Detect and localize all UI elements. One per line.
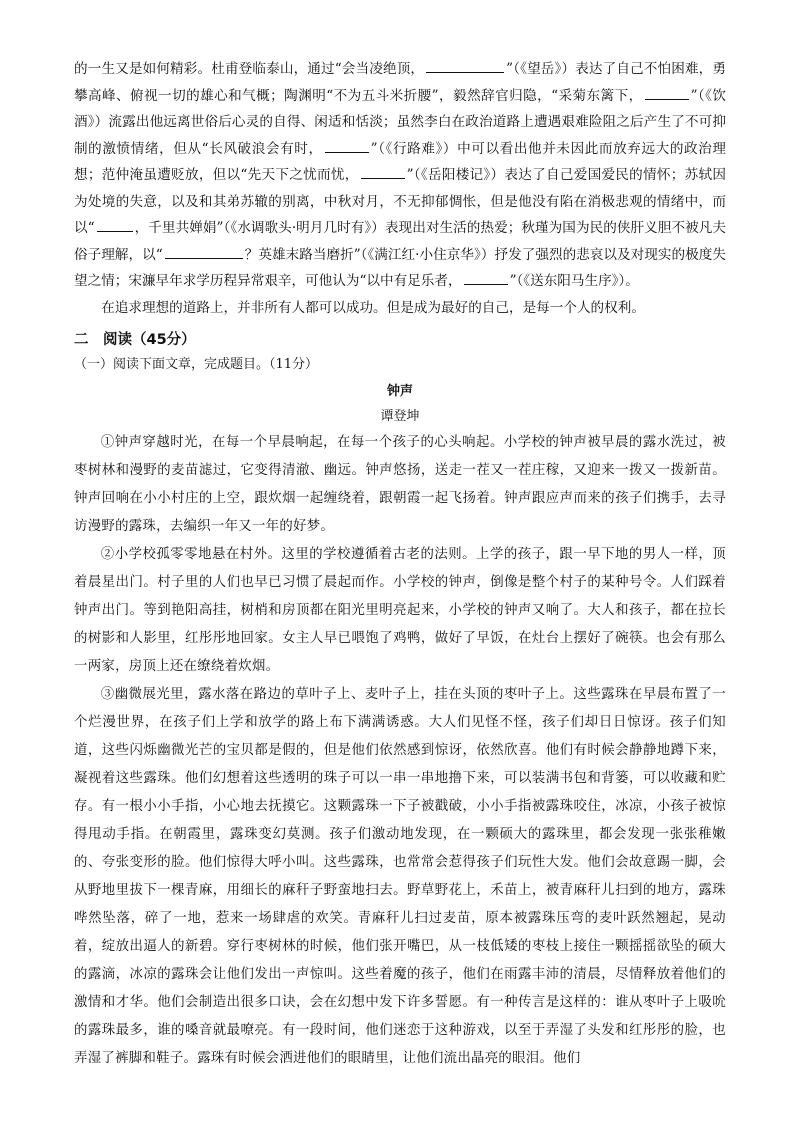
intro-text-1: 的一生又是如何精彩。杜甫登临泰山，通过“会当凌绝顶， — [74, 61, 425, 77]
section-subheading: （一）阅读下面文章，完成题目。（11分） — [74, 357, 319, 372]
intro-text-8: ”（《送东阳马生序》）。 — [509, 273, 639, 289]
article-title: 钟声 — [386, 384, 413, 399]
article-paragraph-1: ①钟声穿越时光，在每一个早晨响起，在每一个孩子的心头响起。小学校的钟声被早晨的露水洗过，被枣树林和漫野的麦苗滤过，它变得清澈、幽远。钟声悠扬，送走一茬又一茬庄稼，又迎来一拨又一拨新苗。钟声回响在小小村庄的上空，跟炊烟一起缠绕着，跟朝霞一起飞扬着。钟声跟应声而来的孩子们携手，去寻访漫野的露珠，去编织一年又一年的好梦。 — [74, 435, 726, 534]
article-author: 谭登坤 — [380, 409, 420, 424]
intro-text-6: ，千里共婵娟”（《水调歌头·明月几时有》）表现出对生活的热爱；秋瑾为国为民的侠肝义胆不被凡夫俗子理解，以“ — [74, 220, 727, 263]
answer-blank — [426, 58, 504, 73]
intro-text-3: ”（《饮酒》）流露出他远离世俗后心灵的自得、闲适和恬淡；虽然李白在政治道路上遭遇艰难险阻之后产生了不可抑制的激愤情绪，但从“长风破浪会有时， — [74, 87, 726, 157]
section-heading: 二 阅读（45分） — [74, 332, 196, 348]
intro-paragraph — [74, 56, 726, 295]
answer-blank — [361, 164, 405, 179]
answer-blank — [464, 270, 508, 285]
intro-text-7: ？英雄末路当磨折”（《满江红·小住京华》）抒发了强烈的悲哀以及对现实的极度失望之情；宋濂早年求学历程异常艰辛，可他认为“以中有足乐者， — [74, 246, 726, 289]
answer-blank — [97, 217, 133, 232]
intro-text-4: ”（《行路难》）中可以看出他并未因此而放弃远大的政治理想；范仲淹虽遭贬放，但以“先天下之忧而忧， — [74, 140, 726, 183]
article-paragraph-2: ②小学校孤零零地悬在村外。这里的学校遵循着古老的法则。上学的孩子，跟一早下地的男人一样，顶着晨星出门。村子里的人们也早已习惯了晨起而作。小学校的钟声，倒像是整个村子的某种号令。人们踩着钟声出门。等到艳阳高挂，树梢和房顶都在阳光里明亮起来，小学校的钟声又响了。大人和孩子，都在拉长的树影和人影里，红彤彤地回家。女主人早已喂饱了鸡鸭，做好了早饭，在灶台上摆好了碗筷。也会有那么一两家，房顶上还在缭绕着炊烟。 — [74, 547, 726, 674]
article-paragraph-3: ③幽微展光里，露水落在路边的草叶子上、麦叶子上，挂在头顶的枣叶子上。这些露珠在早晨布置了一个烂漫世界，在孩子们上学和放学的路上布下满满诱惑。大人们见怪不怪，孩子们却日日惊讶。孩子们知道，这些闪烁幽微光芒的宝贝都是假的，但是他们依然感到惊讶，依然欣喜。他们有时候会静静地蹲下来，凝视着这些露珠。他们幻想着这些透明的珠子可以一串一串地撸下来，可以装满书包和背篓，可以收藏和贮存。有一根小小手指，小心地去抚摸它。这颗露珠一下子被戳破，小小手指被露珠咬住，冰凉，小孩子被惊得甩动手指。在朝霞里，露珠变幻莫测。孩子们激动地发现，在一颗硕大的露珠里，都会发现一张张稚嫩的、夸张变形的脸。他们惊得大呼小叫。这些露珠，也常常会惹得孩子们玩性大发。他们会故意踢一脚，会从野地里拔下一棵青麻，用细长的麻秆子野蛮地扫去。野草野花上，禾苗上，被青麻秆儿扫到的地方，露珠哗然坠落，碎了一地，惹来一场肆虐的欢笑。青麻秆儿扫过麦苗，原本被露珠压弯的麦叶跃然翘起，晃动着，绽放出逼人的新碧。穿行枣树林的时候，他们张开嘴巴，从一枝低矮的枣枝上接住一颗摇摇欲坠的硕大的露滴，冰凉的露珠会让他们发出一声惊叫。这些着魔的孩子，他们在雨露丰沛的清晨，尽情释放着他们的激情和才华。他们会制造出很多口诀，会在幻想中发下许多誓愿。有一种传言是这样的：谁从枣叶子上吸吮的露珠最多，谁的嗓音就最嘹亮。有一段时间，他们迷恋于这种游戏，以至于弄湿了头发和红彤彤的脸，也弄湿了裤脚和鞋子。露珠有时候会洒进他们的眼睛里，让他们流出晶亮的眼泪。他们 — [74, 687, 726, 1066]
conclusion-paragraph: 在追求理想的道路上，并非所有人都可以成功。但是成为最好的自己，是每一个人的权利。 — [101, 299, 645, 316]
answer-blank — [645, 85, 689, 100]
answer-blank — [325, 138, 369, 153]
intro-text-5: ”（《岳阳楼记》）表达了自己爱国爱民的情怀；苏轼因为处境的失意，以及和其弟苏辙的别离，中秋对月，不无抑郁惆怅，但是他没有陷在消极悲观的情绪中，而以“ — [74, 167, 726, 236]
intro-text-2: ”（《望岳》）表达了自己不怕困难，勇攀高峰、俯视一切的雄心和气概；陶渊明“不为五斗米折腰”，毅然辞官归隐，“采菊东篱下， — [74, 61, 726, 104]
answer-blank — [165, 244, 243, 259]
